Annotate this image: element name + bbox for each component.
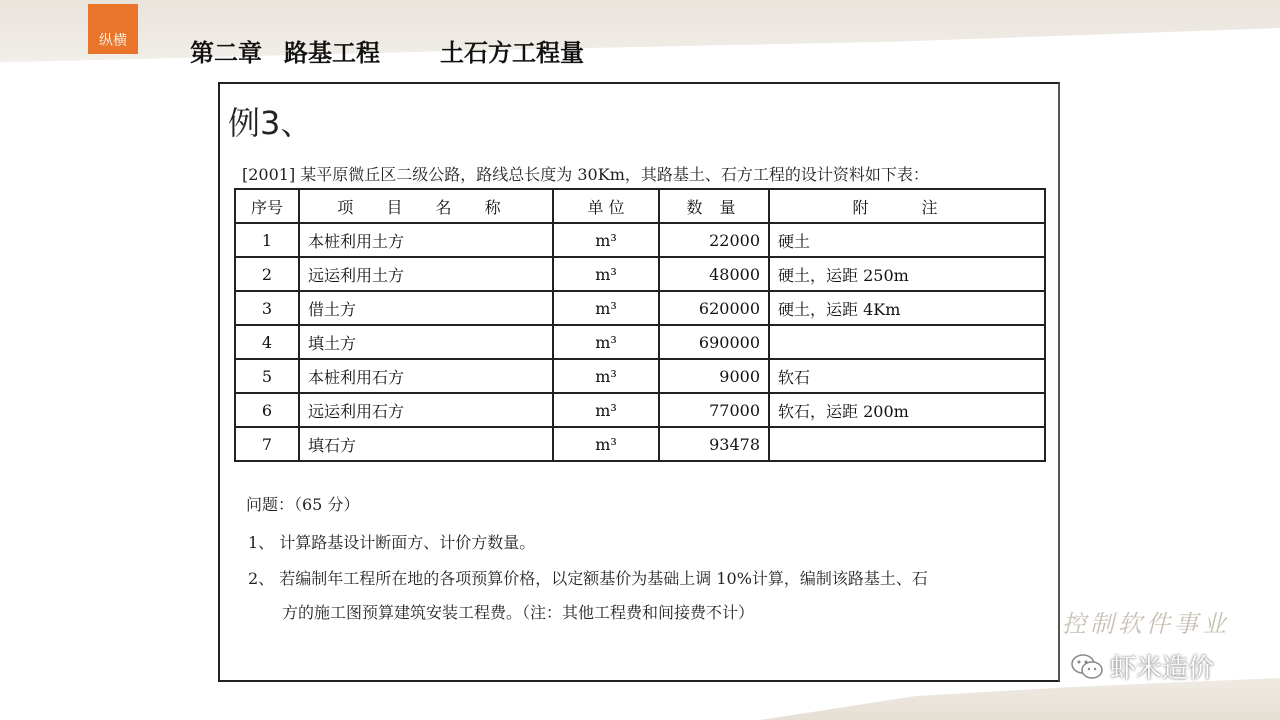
cell-no: 6 bbox=[235, 393, 299, 427]
section-label: 路基工程 bbox=[284, 39, 380, 67]
table-row bbox=[235, 257, 1045, 291]
header-name: 项 目 名 称 bbox=[299, 189, 553, 223]
cell-name: 填土方 bbox=[299, 325, 553, 359]
questions-title: 问题：（65 分） bbox=[246, 495, 360, 514]
cell-qty: 48000 bbox=[659, 257, 769, 291]
cell-unit: m³ bbox=[553, 427, 659, 461]
table-header-row bbox=[235, 189, 1045, 223]
cell-name: 远运利用石方 bbox=[299, 393, 553, 427]
header-note: 附 注 bbox=[769, 189, 1045, 223]
cell-note bbox=[769, 427, 1045, 461]
table-row bbox=[235, 427, 1045, 461]
cell-qty: 620000 bbox=[659, 291, 769, 325]
cell-name: 借土方 bbox=[299, 291, 553, 325]
cell-name: 本桩利用石方 bbox=[299, 359, 553, 393]
cell-no: 3 bbox=[235, 291, 299, 325]
cell-unit: m³ bbox=[553, 223, 659, 257]
header-unit: 单 位 bbox=[553, 189, 659, 223]
cell-qty: 77000 bbox=[659, 393, 769, 427]
cell-no: 5 bbox=[235, 359, 299, 393]
table-row bbox=[235, 393, 1045, 427]
header-no: 序号 bbox=[235, 189, 299, 223]
header-qty: 数 量 bbox=[659, 189, 769, 223]
cell-qty: 9000 bbox=[659, 359, 769, 393]
cell-note: 软石 bbox=[769, 359, 1045, 393]
cell-unit: m³ bbox=[553, 257, 659, 291]
question-2-continued: 方的施工图预算建筑安装工程费。（注：其他工程费和间接费不计） bbox=[282, 603, 755, 622]
cell-name: 本桩利用土方 bbox=[299, 223, 553, 257]
cell-unit: m³ bbox=[553, 291, 659, 325]
chapter-label: 第二章 bbox=[190, 39, 262, 67]
cell-unit: m³ bbox=[553, 325, 659, 359]
example-title: 例3、 bbox=[228, 104, 313, 142]
cell-no: 7 bbox=[235, 427, 299, 461]
cell-note bbox=[769, 325, 1045, 359]
question-1: 1、 计算路基设计断面方、计价方数量。 bbox=[248, 533, 536, 552]
cell-name: 填石方 bbox=[299, 427, 553, 461]
cell-no: 2 bbox=[235, 257, 299, 291]
brand-logo bbox=[88, 4, 138, 54]
topic-label: 土石方工程量 bbox=[440, 39, 584, 67]
table-row bbox=[235, 325, 1045, 359]
cell-qty: 690000 bbox=[659, 325, 769, 359]
watermark-brand-text: 虾米造价 bbox=[1110, 654, 1215, 684]
cell-unit: m³ bbox=[553, 359, 659, 393]
watermark-slogan: 控制软件事业 bbox=[1062, 610, 1230, 638]
brand-logo-text: 纵横 bbox=[99, 33, 127, 49]
cell-qty: 22000 bbox=[659, 223, 769, 257]
cell-name: 远运利用土方 bbox=[299, 257, 553, 291]
cell-note: 软石，运距 200m bbox=[769, 393, 1045, 427]
quantity-table bbox=[234, 188, 1046, 462]
problem-intro: [2001] 某平原微丘区二级公路，路线总长度为 30Km，其路基土、石方工程的设计资料如下表： bbox=[242, 165, 929, 184]
scanned-document bbox=[218, 82, 1060, 682]
table-row bbox=[235, 291, 1045, 325]
cell-unit: m³ bbox=[553, 393, 659, 427]
cell-no: 4 bbox=[235, 325, 299, 359]
cell-no: 1 bbox=[235, 223, 299, 257]
table-row bbox=[235, 223, 1045, 257]
wechat-icon bbox=[1070, 652, 1104, 682]
table-row bbox=[235, 359, 1045, 393]
cell-note: 硬土，运距 250m bbox=[769, 257, 1045, 291]
watermark-brand bbox=[1070, 648, 1214, 685]
slide-title bbox=[190, 33, 584, 68]
cell-note: 硬土，运距 4Km bbox=[769, 291, 1045, 325]
question-2: 2、 若编制年工程所在地的各项预算价格，以定额基价为基础上调 10%计算，编制该路基土、石 bbox=[248, 569, 928, 588]
cell-qty: 93478 bbox=[659, 427, 769, 461]
cell-note: 硬土 bbox=[769, 223, 1045, 257]
